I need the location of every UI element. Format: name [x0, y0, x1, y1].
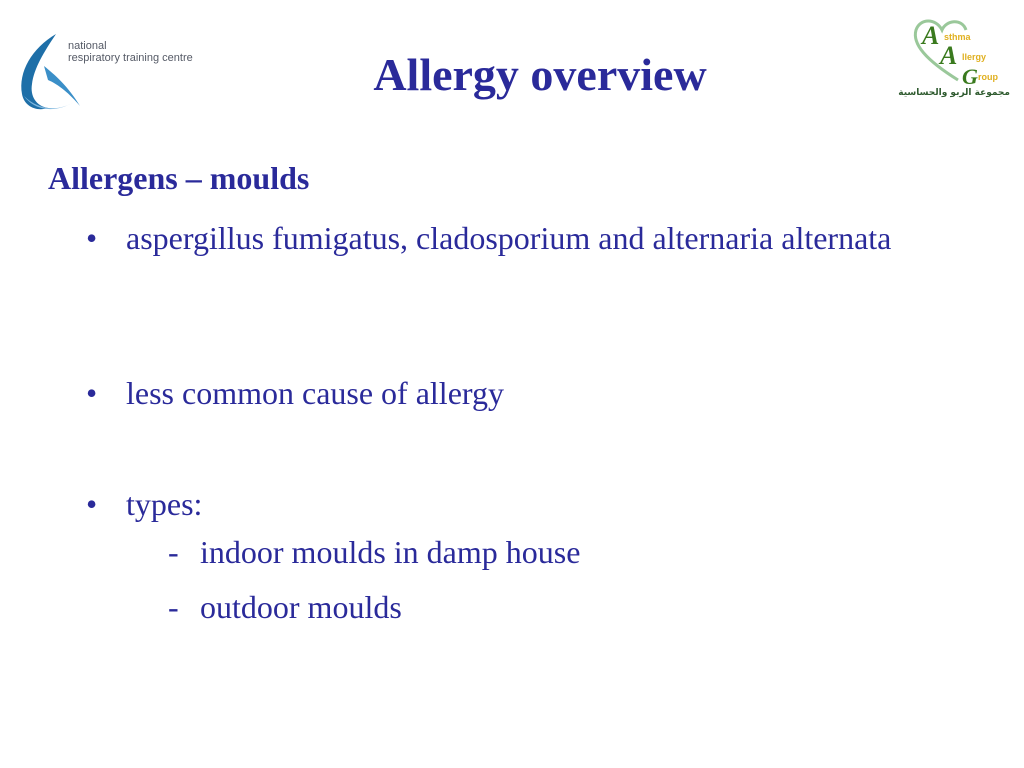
sub-bullet-dash: - [168, 534, 179, 570]
bullet-item-3 [86, 482, 946, 527]
bullet-text: aspergillus fumigatus, cladosporium and alternaria alternata [126, 220, 892, 256]
bullet-dot: • [86, 220, 98, 256]
sub-bullet-item-1 [168, 530, 580, 575]
bullet-dot: • [86, 375, 98, 411]
svg-text:A: A [940, 41, 958, 70]
svg-text:A: A [922, 21, 940, 50]
sub-bullet-item-2 [168, 585, 402, 630]
sub-bullet-text: outdoor moulds [200, 589, 402, 625]
nrtc-logo-line1: national [68, 40, 107, 52]
svg-text:llergy: llergy [962, 52, 987, 62]
sub-bullet-text: indoor moulds in damp house [200, 534, 581, 570]
svg-text:G: G [962, 64, 978, 88]
bullet-item-1 [86, 216, 946, 261]
slide-title: Allergy overview [373, 49, 707, 100]
section-heading: Allergens – moulds [48, 160, 310, 196]
sub-bullet-dash: - [168, 589, 179, 625]
nrtc-logo-line2: respiratory training centre [68, 52, 193, 64]
bullet-text: types: [126, 486, 203, 522]
bullet-dot: • [86, 486, 98, 522]
aag-logo-arabic-text: مجموعة الربو والحساسية [898, 88, 1010, 98]
bullet-text: less common cause of allergy [126, 375, 504, 411]
svg-text:sthma: sthma [944, 32, 971, 42]
svg-text:roup: roup [978, 72, 998, 82]
bullet-item-2 [86, 371, 946, 416]
